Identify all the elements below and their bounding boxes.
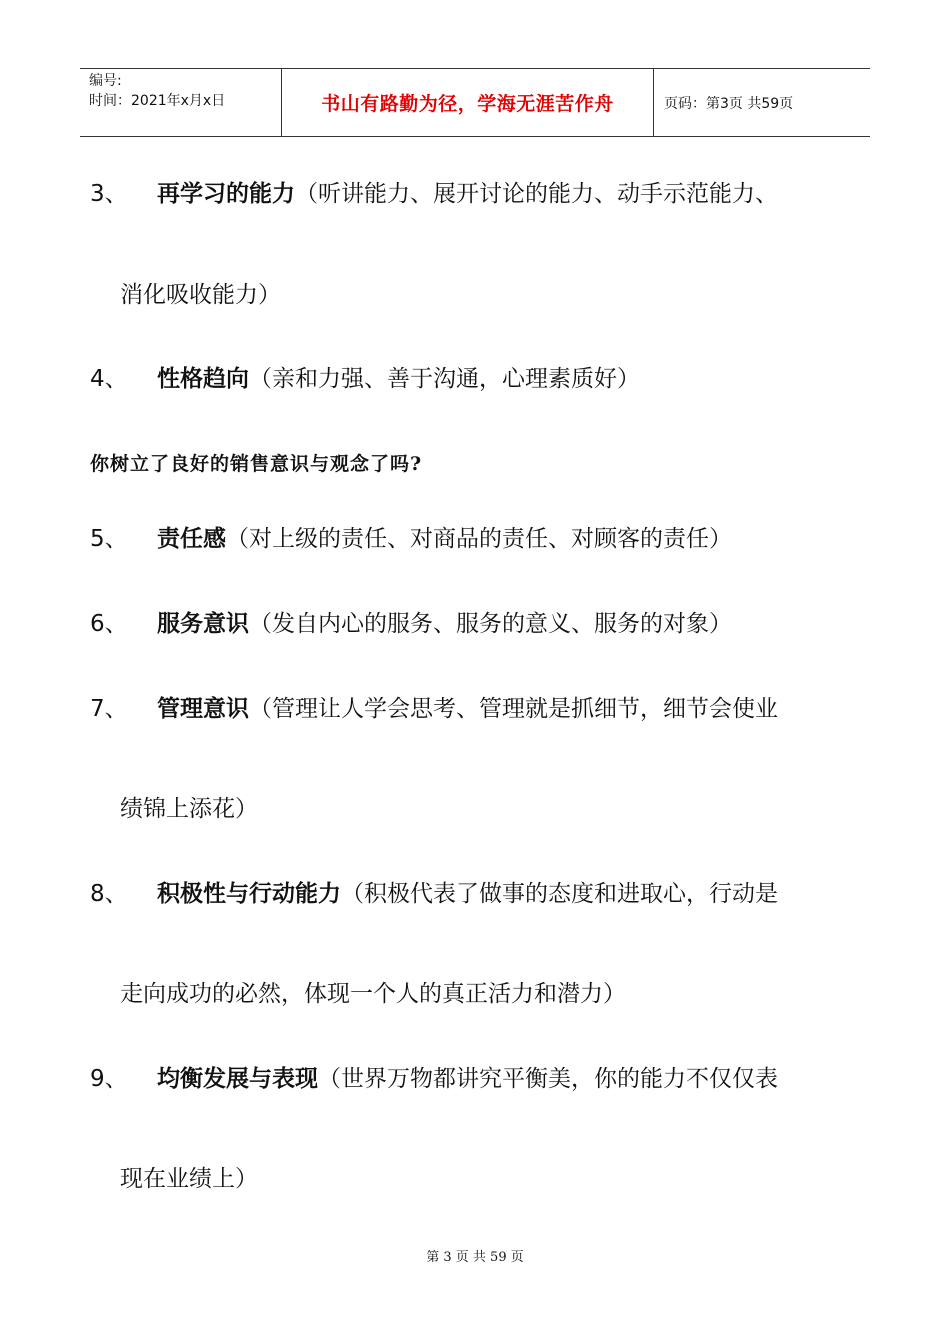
item-text: [157, 694, 778, 724]
header-motto-cell: [282, 69, 654, 136]
section-heading: 你树立了良好的销售意识与观念了吗?: [90, 453, 423, 475]
item-cont: 现在业绩上）: [120, 1166, 258, 1192]
item-text: [157, 524, 732, 554]
item-title: 管理意识: [157, 696, 249, 722]
page-header: [80, 68, 870, 137]
item-desc: （对上级的责任、对商品的责任、对顾客的责任）: [226, 526, 732, 552]
item-desc: （积极代表了做事的态度和进取心，行动是: [341, 881, 778, 907]
item-desc: （亲和力强、善于沟通，心理素质好）: [249, 366, 640, 392]
header-meta: [80, 69, 282, 136]
item-text: [157, 1064, 778, 1094]
page-footer: [0, 1246, 950, 1265]
footer-text: 第 3 页 共 59 页: [426, 1250, 524, 1265]
item-title: 责任感: [157, 526, 226, 552]
item-text: [157, 609, 732, 639]
item-title: 再学习的能力: [157, 181, 295, 207]
item-cont: 消化吸收能力）: [120, 282, 281, 308]
item-number: 9、: [90, 1066, 128, 1092]
item-title: 服务意识: [157, 611, 249, 637]
item-desc: （世界万物都讲究平衡美，你的能力不仅仅表: [318, 1066, 778, 1092]
item-number: 4、: [90, 366, 128, 392]
time-label: 时间：2021年x月x日: [89, 93, 226, 109]
item-number: 3、: [90, 181, 128, 207]
item-cont: 走向成功的必然，体现一个人的真正活力和潜力）: [120, 981, 626, 1007]
item-desc: （管理让人学会思考、管理就是抓细节，细节会使业: [249, 696, 778, 722]
item-number: 8、: [90, 881, 128, 907]
item-text: [157, 179, 778, 209]
item-desc: （听讲能力、展开讨论的能力、动手示范能力、: [295, 181, 778, 207]
item-cont: 绩锦上添花）: [120, 796, 258, 822]
item-text: [157, 879, 778, 909]
number-label: 编号:: [89, 73, 122, 89]
item-text: [157, 364, 640, 394]
page-info: 页码：第3页 共59页: [664, 95, 794, 112]
item-number: 5、: [90, 526, 128, 552]
item-title: 性格趋向: [157, 366, 249, 392]
item-title: 均衡发展与表现: [157, 1066, 318, 1092]
header-page-info: [654, 69, 870, 136]
item-title: 积极性与行动能力: [157, 881, 341, 907]
item-number: 7、: [90, 696, 128, 722]
item-number: 6、: [90, 611, 128, 637]
item-desc: （发自内心的服务、服务的意义、服务的对象）: [249, 611, 732, 637]
motto: 书山有路勤为径，学海无涯苦作舟: [321, 93, 614, 115]
